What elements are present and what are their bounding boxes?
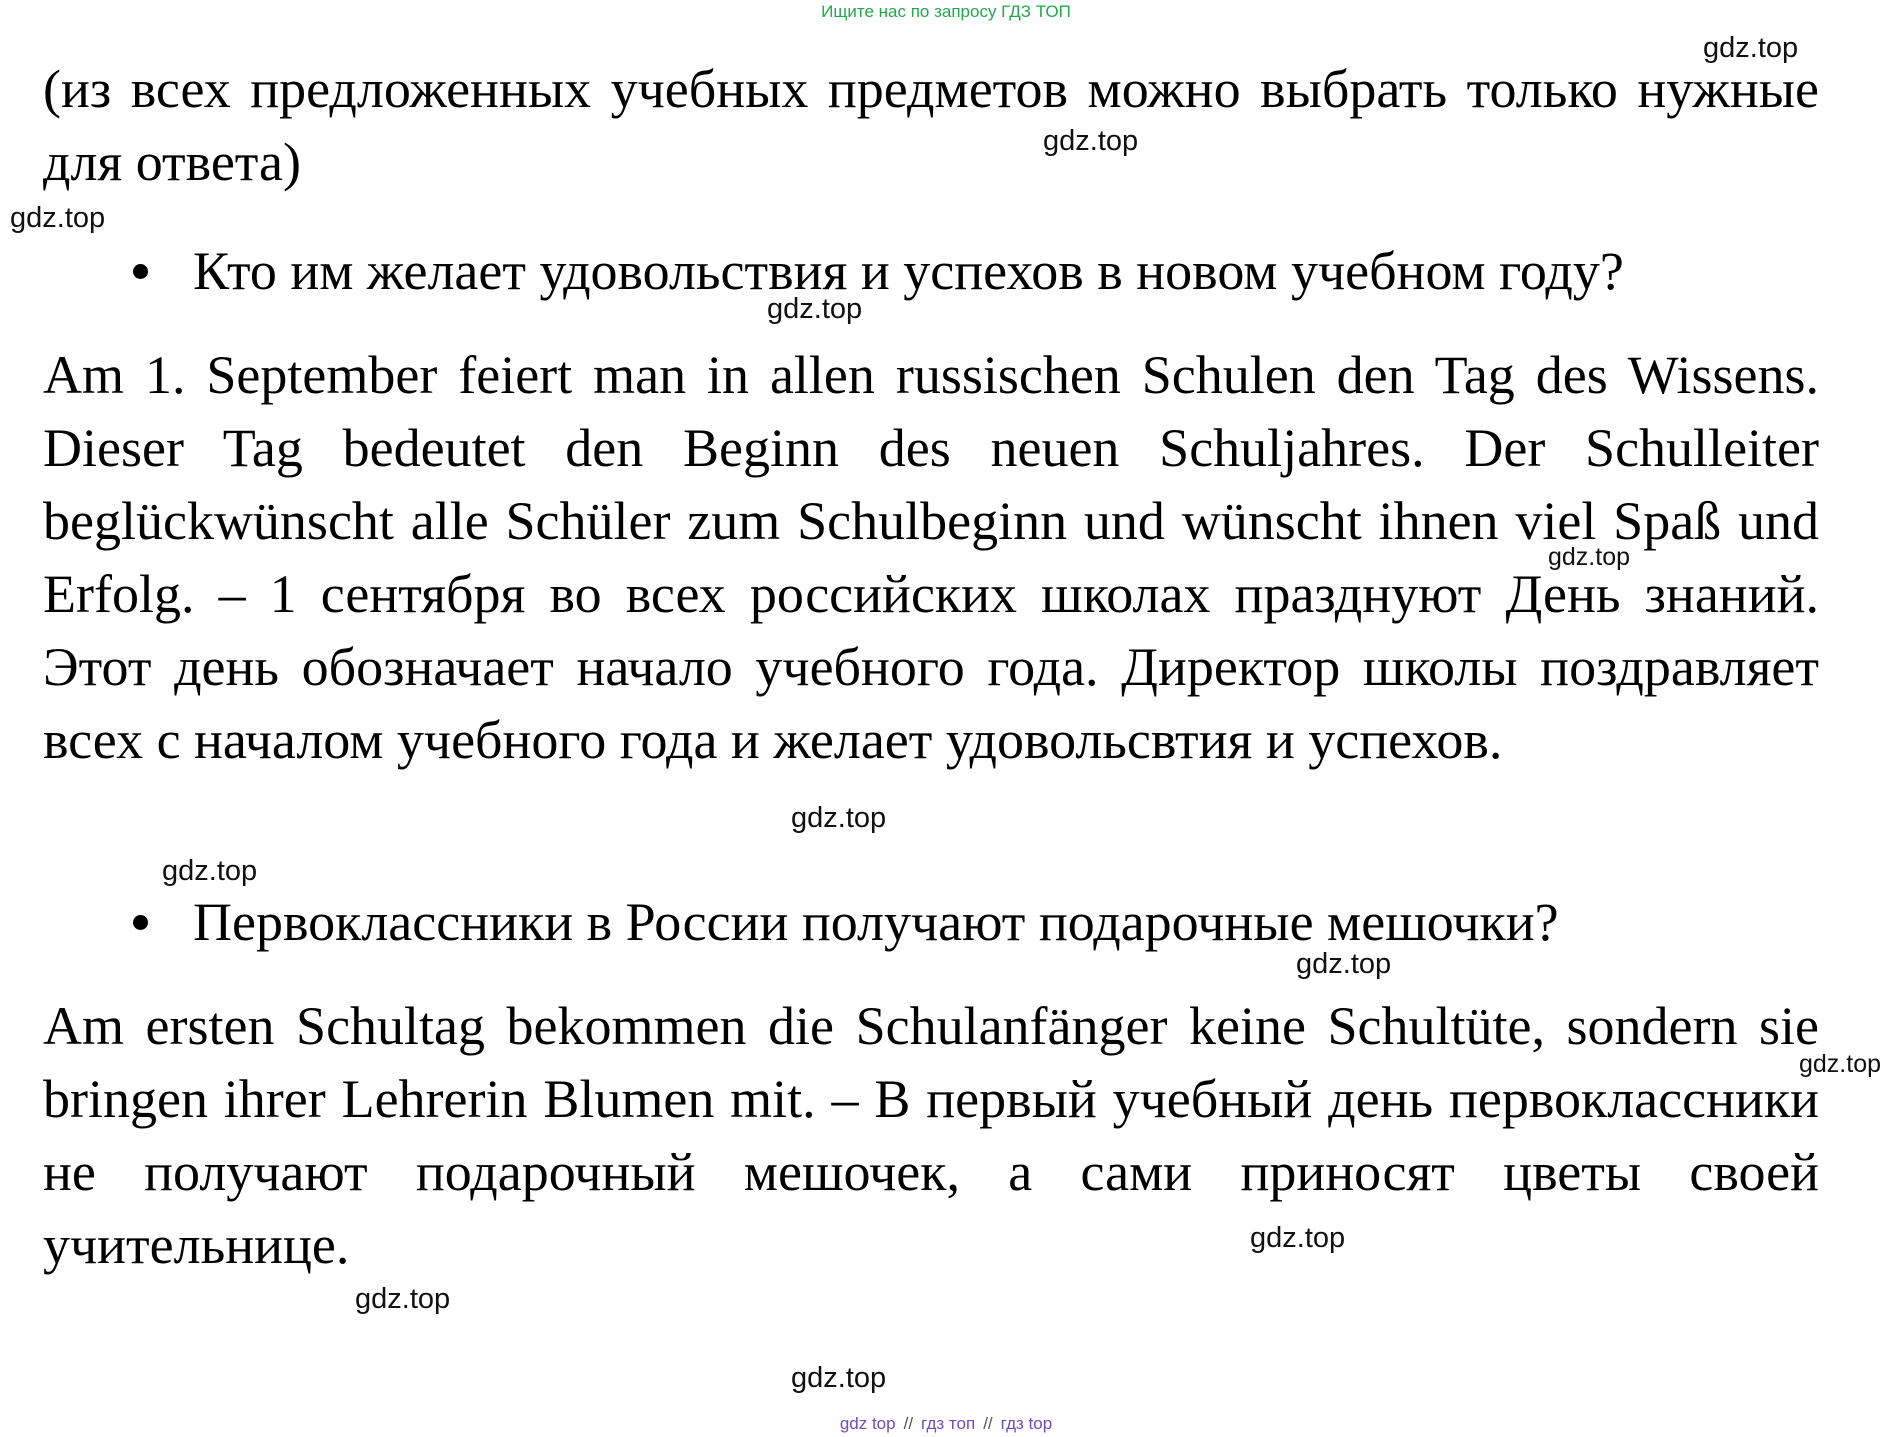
watermark: gdz.top [791, 802, 887, 834]
answer-paragraph-1: Am 1. September feiert man in allen russischen Schulen den Tag des Wissens. Dieser Tag bedeutet den Beginn des neuen Schuljahres. Der Schulleiter beglückwünscht alle Schüler zum Schulbeginn und wünscht ihnen viel Spaß und Erfolg. – 1 сентября во всех российских школах празднуют День знаний. Этот день обозначает начало учебного года. Директор школы поздравляет всех с началом учебного года и желает удовольсвтия и успехов. [43, 345, 1819, 770]
bullet-question-1-text: Кто им желает удовольствия и успехов в новом учебном году? [193, 241, 1624, 301]
watermark: gdz.top [1548, 543, 1631, 571]
watermark: gdz.top [1799, 1050, 1882, 1078]
watermark: gdz.top [791, 1362, 887, 1394]
footer-separator: // [903, 1414, 914, 1433]
watermark: gdz.top [767, 293, 863, 325]
watermark: gdz.top [162, 855, 258, 887]
watermark: gdz.top [1296, 948, 1392, 980]
footer-link-gdz-top[interactable]: gdz top [839, 1414, 896, 1433]
bullet-dot-icon [133, 264, 148, 279]
bullet-dot-icon [133, 915, 148, 930]
bullet-question-1 [0, 235, 1892, 308]
answer-paragraph-2: Am ersten Schultag bekommen die Schulanfänger keine Schultüte, sondern sie bringen ihrer Lehrerin Blumen mit. – В первый учебный день первоклассники не получают подарочный мешочек, а сами приносят цветы своей учительнице. [43, 996, 1819, 1275]
footer-link-gdz-top-cyrillic[interactable]: гдз топ [921, 1414, 976, 1433]
footer-links [0, 1414, 1892, 1434]
footer-link-gdz-top-mixed[interactable]: гдз top [1000, 1414, 1053, 1433]
watermark: gdz.top [1703, 32, 1799, 64]
watermark: gdz.top [1043, 125, 1139, 157]
bullet-question-2 [0, 886, 1892, 959]
bullet-question-2-text: Первоклассники в России получают подарочные мешочки? [193, 892, 1559, 952]
watermark: gdz.top [1250, 1222, 1346, 1254]
watermark: gdz.top [10, 202, 106, 234]
intro-paragraph: (из всех предложенных учебных предметов можно выбрать только нужные для ответа) [43, 59, 1819, 192]
watermark: gdz.top [355, 1283, 451, 1315]
footer-separator: // [983, 1414, 993, 1433]
top-banner-link[interactable]: Ищите нас по запросу ГДЗ ТОП [821, 2, 1071, 21]
